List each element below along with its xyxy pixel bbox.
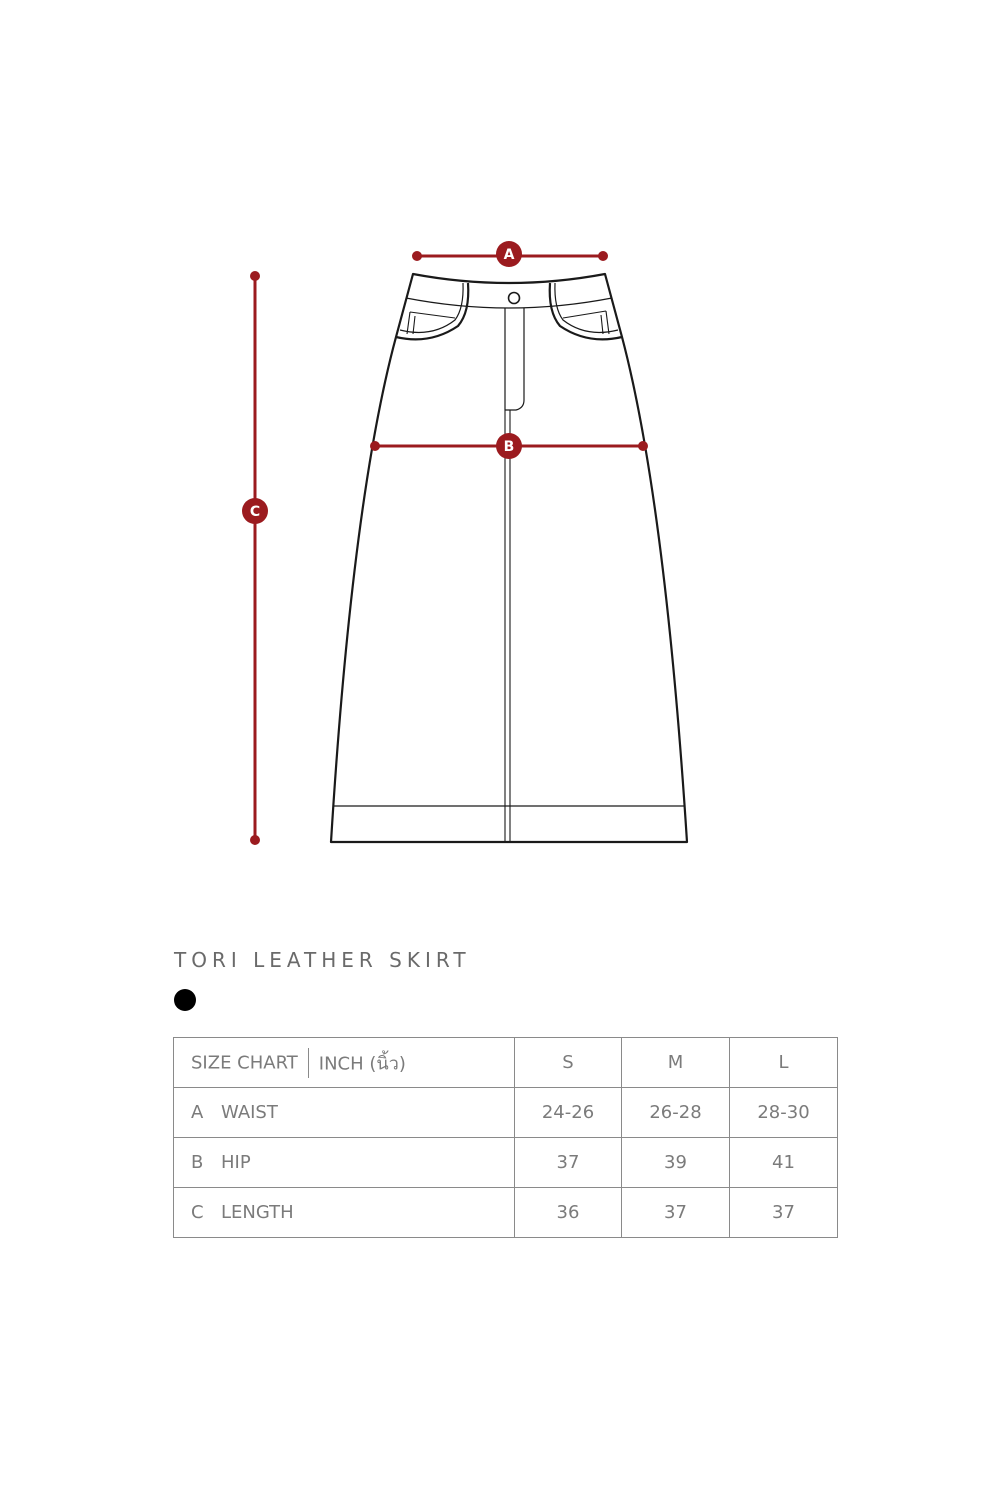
size-chart-header-cell	[174, 1038, 515, 1088]
hip-measure-end-right	[638, 441, 648, 451]
length-s-value: 36	[515, 1188, 622, 1238]
hip-l-value: 41	[730, 1138, 838, 1188]
size-chart-table	[173, 1037, 838, 1238]
row-label-length	[174, 1188, 515, 1238]
row-code-b: B	[191, 1152, 204, 1173]
skirt-outline	[331, 274, 687, 842]
size-chart-title: SIZE CHART	[191, 1052, 298, 1073]
waist-measure-end-left	[412, 251, 422, 261]
hip-measure-end-left	[370, 441, 380, 451]
row-code-c: C	[191, 1202, 204, 1223]
length-l-value: 37	[730, 1188, 838, 1238]
waist-m-value: 26-28	[622, 1088, 730, 1138]
skirt-silhouette	[331, 274, 687, 842]
row-label-waist	[174, 1088, 515, 1138]
hip-s-value: 37	[515, 1138, 622, 1188]
table-row-length	[174, 1188, 838, 1238]
waist-measure-end-right	[598, 251, 608, 261]
size-header-m: M	[622, 1038, 730, 1088]
product-title: TORI LEATHER SKIRT	[174, 948, 471, 972]
length-measure-end-top	[250, 271, 260, 281]
row-label-hip	[174, 1138, 515, 1188]
row-name-waist: WAIST	[221, 1102, 278, 1123]
size-chart-header-row	[174, 1038, 838, 1088]
length-m-value: 37	[622, 1188, 730, 1238]
length-marker-label: C	[249, 504, 261, 520]
waist-l-value: 28-30	[730, 1088, 838, 1138]
row-name-hip: HIP	[221, 1152, 251, 1173]
color-swatch-black	[174, 989, 196, 1011]
hip-marker-label: B	[503, 439, 515, 455]
waist-measure	[412, 241, 608, 267]
length-measure	[242, 271, 268, 845]
length-measure-end-bottom	[250, 835, 260, 845]
table-row-hip	[174, 1138, 838, 1188]
row-code-a: A	[191, 1102, 204, 1123]
header-divider	[308, 1048, 309, 1078]
waist-marker-label: A	[503, 247, 515, 263]
row-name-length: LENGTH	[221, 1202, 294, 1223]
table-row-waist	[174, 1088, 838, 1138]
size-header-s: S	[515, 1038, 622, 1088]
waist-s-value: 24-26	[515, 1088, 622, 1138]
size-header-l: L	[730, 1038, 838, 1088]
size-chart-unit: INCH (นิ้ว)	[318, 1053, 406, 1074]
hip-m-value: 39	[622, 1138, 730, 1188]
